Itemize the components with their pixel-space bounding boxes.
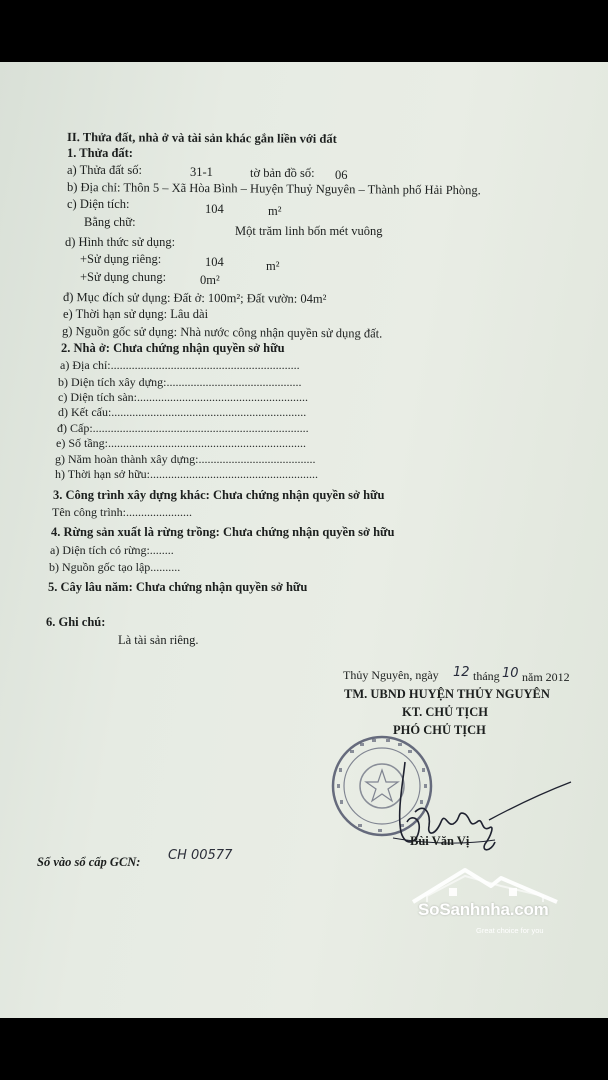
usage-form-label: d) Hình thức sử dụng:	[65, 235, 176, 249]
gcn-label: Số vào sổ cấp GCN:	[37, 855, 141, 869]
signing-year: năm 2012	[522, 670, 570, 684]
map-sheet-label: tờ bản đồ số:	[250, 166, 315, 180]
house-line-address: a) Địa chỉ:...............................................................	[60, 358, 300, 372]
shared-use-label: +Sử dụng chung:	[80, 270, 167, 284]
signing-kt: KT. CHỦ TỊCH	[402, 705, 489, 719]
watermark-tagline: Great choice for you	[476, 926, 544, 935]
house-line-completion-year: g) Năm hoàn thành xây dựng:.......................................	[55, 452, 316, 466]
address-line: b) Địa chỉ: Thôn 5 – Xã Hòa Bình – Huyện Thuỷ Nguyên – Thành phố Hải Phòng.	[66, 180, 481, 198]
gcn-value: CH 00577	[168, 848, 233, 863]
section-ii-title: II. Thửa đất, nhà ở và tài sản khác gắn liền với đất	[66, 130, 337, 146]
usage-origin-line: g) Nguồn gốc sử dụng: Nhà nước công nhận quyền sử dụng đất.	[61, 324, 383, 341]
other-works-heading: 3. Công trình xây dựng khác: Chưa chứng nhận quyền sở hữu	[53, 488, 385, 502]
house-line-built-area: b) Diện tích xây dựng:.............................................	[58, 375, 302, 389]
signer-name: Bùi Văn Vị	[410, 834, 470, 848]
area-unit: m²	[268, 204, 282, 218]
area-in-words-label: Bằng chữ:	[84, 215, 136, 229]
signing-org: TM. UBND HUYỆN THỦY NGUYÊN	[344, 687, 550, 701]
signing-date-prefix: Thủy Nguyên, ngày	[343, 668, 439, 682]
house-heading: 2. Nhà ở: Chưa chứng nhận quyền sở hữu	[61, 341, 285, 355]
watermark-brand: SoSanhnha.com	[418, 900, 549, 919]
forest-heading: 4. Rừng sản xuất là rừng trồng: Chưa chứng nhận quyền sở hữu	[51, 525, 395, 539]
signing-title: PHÓ CHỦ TỊCH	[393, 723, 486, 737]
other-works-name-line: Tên công trình:......................	[52, 505, 192, 519]
signing-day: 12	[453, 665, 470, 680]
certificate-page	[0, 62, 608, 1018]
private-use-unit: m²	[266, 259, 280, 273]
usage-purpose-line: đ) Mục đích sử dụng: Đất ở: 100m²; Đất vườn: 04m²	[62, 290, 327, 306]
forest-area-line: a) Diện tích có rừng:........	[50, 543, 174, 557]
signing-month-label: tháng	[473, 669, 500, 683]
area-in-words-value: Một trăm linh bốn mét vuông	[235, 224, 383, 238]
perennial-heading: 5. Cây lâu năm: Chưa chứng nhận quyền sở hữu	[48, 580, 308, 594]
signing-month: 10	[502, 666, 519, 681]
area-value: 104	[205, 202, 224, 216]
private-use-label: +Sử dụng riêng:	[80, 252, 162, 266]
notes-heading: 6. Ghi chú:	[46, 615, 106, 629]
land-heading: 1. Thửa đất:	[67, 146, 133, 160]
map-sheet-value: 06	[335, 168, 348, 182]
land-number-value: 31-1	[190, 165, 213, 179]
house-line-ownership-term: h) Thời hạn sở hữu:........................................................	[55, 467, 318, 481]
house-line-floor-area: c) Diện tích sàn:.........................................................	[58, 390, 308, 404]
house-line-grade: đ) Cấp:........................................................................	[57, 421, 309, 435]
area-label: c) Diện tích:	[67, 197, 130, 211]
usage-term-line: e) Thời hạn sử dụng: Lâu dài	[63, 307, 209, 321]
shared-use-value: 0m²	[200, 273, 220, 287]
private-use-value: 104	[205, 255, 224, 269]
notes-text: Là tài sản riêng.	[118, 633, 199, 647]
house-line-structure: d) Kết cấu:.................................................................	[58, 405, 307, 419]
house-line-floors: e) Số tầng:..................................................................	[56, 436, 306, 450]
forest-origin-line: b) Nguồn gốc tạo lập..........	[49, 560, 181, 574]
land-number-label: a) Thửa đất số:	[67, 163, 142, 177]
